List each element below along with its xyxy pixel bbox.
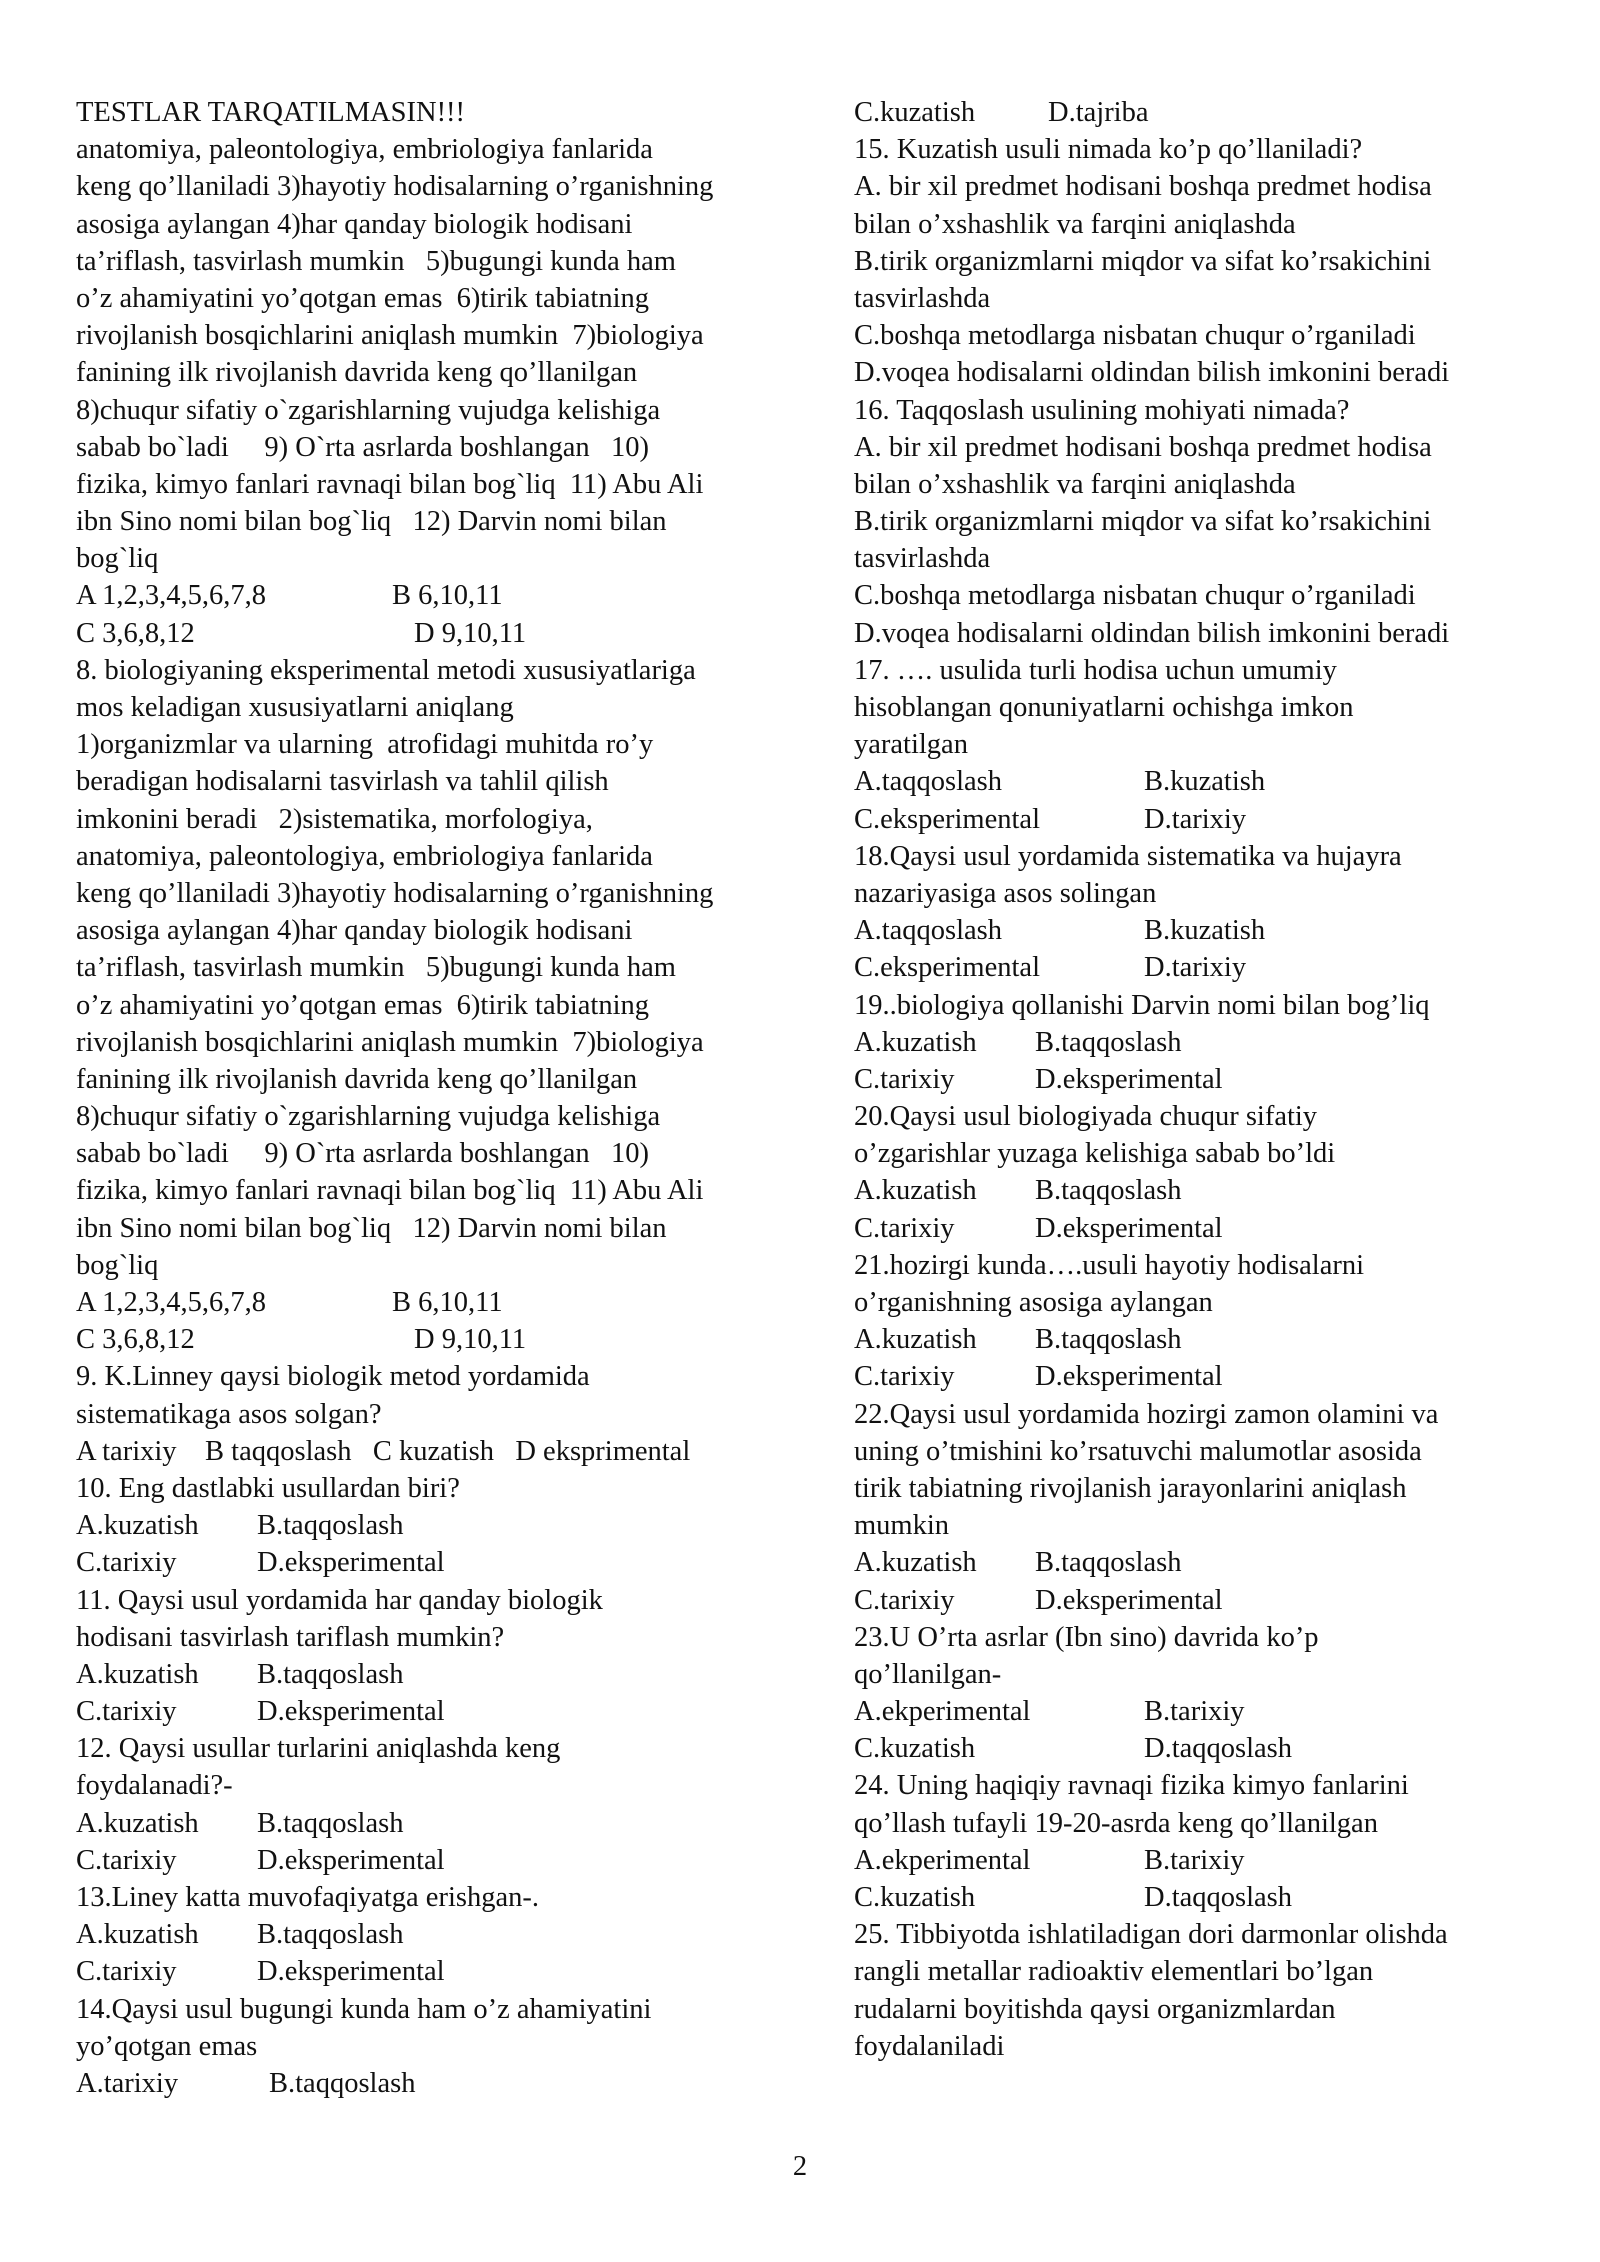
text-line: o’zgarishlar yuzaga kelishiga sabab bo’ldi bbox=[854, 1138, 1336, 1170]
option-second: D 9,10,11 bbox=[414, 1324, 527, 1356]
option-second: B.taqqoslash bbox=[257, 1919, 404, 1951]
text-line: B.tirik organizmlarni miqdor va sifat ko’rsakichini bbox=[854, 506, 1432, 538]
option-first: C 3,6,8,12 bbox=[76, 1324, 195, 1356]
option-second: D.taqqoslash bbox=[1144, 1882, 1293, 1913]
text-line: 13.Liney katta muvofaqiyatga erishgan-. bbox=[76, 1882, 539, 1913]
text-line: nazariyasiga asos solingan bbox=[854, 877, 1157, 909]
text-line: imkonini beradi 2)sistematika, morfologiya, bbox=[76, 803, 593, 835]
answer-options-line bbox=[76, 577, 816, 614]
left-column bbox=[76, 94, 816, 2102]
option-first: A.kuzatish bbox=[854, 1026, 977, 1058]
answer-options-line bbox=[76, 1916, 816, 1953]
text-line: fanining ilk rivojlanish davrida keng qo’llanilgan bbox=[76, 1063, 638, 1095]
option-second: B 6,10,11 bbox=[392, 1287, 503, 1318]
option-second: D.eksperimental bbox=[257, 1956, 445, 1988]
text-line: 21.hozirgi kunda….usuli hayotiy hodisalarni bbox=[854, 1249, 1365, 1281]
text-line: 8)chuqur sifatiy o`zgarishlarning vujudga kelishiga bbox=[76, 394, 661, 426]
answer-options-line bbox=[854, 801, 1554, 838]
answer-options-line bbox=[76, 1656, 816, 1693]
text-line: 14.Qaysi usul bugungi kunda ham o’z ahamiyatini bbox=[76, 1993, 652, 2025]
option-first: C.kuzatish bbox=[854, 1733, 976, 1765]
text-line: yo’qotgan emas bbox=[76, 2030, 258, 2062]
answer-options-line bbox=[76, 1842, 816, 1879]
option-second: D.eksperimental bbox=[1035, 1063, 1223, 1095]
option-first: A.ekperimental bbox=[854, 1844, 1031, 1876]
text-line: fanining ilk rivojlanish davrida keng qo’llanilgan bbox=[76, 357, 638, 389]
text-line: bog`liq bbox=[76, 1249, 159, 1281]
page-number: 2 bbox=[792, 2151, 808, 2182]
text-line: rivojlanish bosqichlarini aniqlash mumkin 7)biologiya bbox=[76, 1026, 704, 1058]
text-line: keng qo’llaniladi 3)hayotiy hodisalarning o’rganishning bbox=[76, 171, 714, 203]
text-line: mumkin bbox=[854, 1510, 950, 1542]
answer-options-line bbox=[76, 2065, 816, 2102]
answer-options-line bbox=[76, 1507, 816, 1544]
option-first: C.tarixiy bbox=[76, 1844, 177, 1876]
option-first: C.tarixiy bbox=[854, 1063, 955, 1095]
answer-options-line bbox=[854, 1693, 1554, 1730]
text-line: ta’riflash, tasvirlash mumkin 5)bugungi kunda ham bbox=[76, 245, 676, 277]
answer-options-line bbox=[854, 1172, 1554, 1209]
option-first: C.tarixiy bbox=[76, 1547, 177, 1579]
text-line: beradigan hodisalarni tasvirlash va tahlil qilish bbox=[76, 766, 609, 798]
text-line: tasvirlashda bbox=[854, 543, 991, 575]
answer-options-line bbox=[854, 1358, 1554, 1395]
text-line: 10. Eng dastlabki usullardan biri? bbox=[76, 1472, 460, 1504]
option-first: C.tarixiy bbox=[76, 1696, 177, 1728]
option-second: D 9,10,11 bbox=[414, 617, 527, 649]
text-line: 9. K.Linney qaysi biologik metod yordamida bbox=[76, 1361, 590, 1393]
option-first: A.kuzatish bbox=[854, 1175, 977, 1207]
text-line: fizika, kimyo fanlari ravnaqi bilan bog`liq 11) Abu Ali bbox=[76, 468, 704, 500]
option-second: B.taqqoslash bbox=[1035, 1324, 1182, 1356]
answer-options-line bbox=[854, 1879, 1554, 1916]
option-first: C.tarixiy bbox=[854, 1584, 955, 1616]
text-line: 22.Qaysi usul yordamida hozirgi zamon olamini va bbox=[854, 1398, 1439, 1430]
option-second: B.taqqoslash bbox=[257, 1658, 404, 1690]
option-second: B.taqqoslash bbox=[1035, 1547, 1182, 1579]
text-line: rudalarni boyitishda qaysi organizmlardan bbox=[854, 1993, 1336, 2025]
option-second: B.tarixiy bbox=[1144, 1696, 1245, 1728]
text-line: 23.U O’rta asrlar (Ibn sino) davrida ko’p bbox=[854, 1621, 1319, 1653]
option-first: A.taqqoslash bbox=[854, 915, 1003, 947]
option-first: C.kuzatish bbox=[854, 97, 976, 128]
text-line: hodisani tasvirlash tariflash mumkin? bbox=[76, 1621, 505, 1653]
text-line: sabab bo`ladi 9) O`rta asrlarda boshlangan 10) bbox=[76, 1138, 649, 1170]
option-first: A.kuzatish bbox=[76, 1807, 199, 1839]
option-second: B 6,10,11 bbox=[392, 580, 503, 612]
option-second: B.taqqoslash bbox=[1035, 1026, 1182, 1058]
text-line: asosiga aylangan 4)har qanday biologik hodisani bbox=[76, 915, 633, 947]
option-second: B.taqqoslash bbox=[269, 2067, 416, 2099]
text-line: A tarixiy B taqqoslash C kuzatish D eksprimental bbox=[76, 1435, 691, 1467]
answer-options-line bbox=[76, 1284, 816, 1321]
text-line: tirik tabiatning rivojlanish jarayonlarini aniqlash bbox=[854, 1472, 1407, 1504]
option-first: A.kuzatish bbox=[76, 1510, 199, 1542]
text-line: bilan o’xshashlik va farqini aniqlashda bbox=[854, 208, 1296, 240]
option-second: D.taqqoslash bbox=[1144, 1733, 1293, 1765]
text-line: o’z ahamiyatini yo’qotgan emas 6)tirik tabiatning bbox=[76, 989, 650, 1021]
option-second: B.taqqoslash bbox=[1035, 1175, 1182, 1207]
text-line: sistematikaga asos solgan? bbox=[76, 1398, 382, 1430]
option-second: B.kuzatish bbox=[1144, 915, 1266, 947]
answer-options-line bbox=[76, 1321, 816, 1358]
text-line: B.tirik organizmlarni miqdor va sifat ko’rsakichini bbox=[854, 245, 1432, 277]
option-second: D.tajriba bbox=[1048, 97, 1149, 128]
text-line: 1)organizmlar va ularning atrofidagi muhitda ro’y bbox=[76, 729, 654, 761]
text-line: 12. Qaysi usullar turlarini aniqlashda keng bbox=[76, 1733, 561, 1765]
option-second: D.eksperimental bbox=[1035, 1584, 1223, 1616]
option-second: B.tarixiy bbox=[1144, 1844, 1245, 1876]
option-first: A.ekperimental bbox=[854, 1696, 1031, 1728]
answer-options-line bbox=[854, 912, 1554, 949]
text-line: D.voqea hodisalarni oldindan bilish imkonini beradi bbox=[854, 357, 1450, 389]
text-line: ibn Sino nomi bilan bog`liq 12) Darvin nomi bilan bbox=[76, 506, 667, 538]
option-second: D.eksperimental bbox=[1035, 1212, 1223, 1244]
text-line: A. bir xil predmet hodisani boshqa predmet hodisa bbox=[854, 171, 1432, 203]
option-first: A.kuzatish bbox=[76, 1919, 199, 1951]
option-first: C.tarixiy bbox=[76, 1956, 177, 1988]
text-line: foydalanadi?- bbox=[76, 1770, 233, 1802]
answer-options-line bbox=[854, 763, 1554, 800]
option-second: B.taqqoslash bbox=[257, 1807, 404, 1839]
text-line: mos keladigan xususiyatlarni aniqlang bbox=[76, 692, 514, 723]
answer-options-line bbox=[854, 1061, 1554, 1098]
text-line: sabab bo`ladi 9) O`rta asrlarda boshlangan 10) bbox=[76, 431, 649, 463]
text-line: 17. …. usulida turli hodisa uchun umumiy bbox=[854, 654, 1337, 686]
option-first: A.tarixiy bbox=[76, 2067, 179, 2099]
option-first: C.eksperimental bbox=[854, 803, 1040, 835]
answer-options-line bbox=[76, 1693, 816, 1730]
option-second: D.tarixiy bbox=[1144, 952, 1247, 984]
text-line: A. bir xil predmet hodisani boshqa predmet hodisa bbox=[854, 431, 1432, 463]
option-first: C 3,6,8,12 bbox=[76, 617, 195, 649]
option-first: A.kuzatish bbox=[854, 1547, 977, 1579]
text-line: anatomiya, paleontologiya, embriologiya fanlarida bbox=[76, 840, 653, 872]
text-line: 11. Qaysi usul yordamida har qanday biologik bbox=[76, 1584, 603, 1616]
text-line: keng qo’llaniladi 3)hayotiy hodisalarning o’rganishning bbox=[76, 877, 714, 909]
text-line: hisoblangan qonuniyatlarni ochishga imkon bbox=[854, 692, 1354, 723]
option-first: A 1,2,3,4,5,6,7,8 bbox=[76, 580, 267, 612]
option-first: A 1,2,3,4,5,6,7,8 bbox=[76, 1287, 267, 1318]
option-second: B.kuzatish bbox=[1144, 766, 1266, 798]
option-second: D.tarixiy bbox=[1144, 803, 1247, 835]
answer-options-line bbox=[854, 1024, 1554, 1061]
option-second: D.eksperimental bbox=[257, 1547, 445, 1579]
text-line: 25. Tibbiyotda ishlatiladigan dori darmonlar olishda bbox=[854, 1919, 1448, 1951]
answer-options-line bbox=[854, 1842, 1554, 1879]
text-line: 20.Qaysi usul biologiyada chuqur sifatiy bbox=[854, 1101, 1318, 1133]
text-line: 18.Qaysi usul yordamida sistematika va hujayra bbox=[854, 840, 1402, 872]
text-line: uning o’tmishini ko’rsatuvchi malumotlar asosida bbox=[854, 1435, 1422, 1467]
option-first: C.tarixiy bbox=[854, 1212, 955, 1244]
option-first: A.kuzatish bbox=[76, 1658, 199, 1690]
text-line: o’rganishning asosiga aylangan bbox=[854, 1287, 1213, 1318]
text-line: asosiga aylangan 4)har qanday biologik hodisani bbox=[76, 208, 633, 240]
text-line: 8)chuqur sifatiy o`zgarishlarning vujudga kelishiga bbox=[76, 1101, 661, 1133]
right-column bbox=[854, 94, 1554, 2065]
answer-options-line bbox=[854, 1321, 1554, 1358]
option-first: A.taqqoslash bbox=[854, 766, 1003, 798]
option-second: D.eksperimental bbox=[257, 1844, 445, 1876]
text-line: D.voqea hodisalarni oldindan bilish imkonini beradi bbox=[854, 617, 1450, 649]
option-second: D.eksperimental bbox=[1035, 1361, 1223, 1393]
text-line: rivojlanish bosqichlarini aniqlash mumkin 7)biologiya bbox=[76, 320, 704, 352]
text-line: yaratilgan bbox=[854, 729, 968, 761]
text-line: o’z ahamiyatini yo’qotgan emas 6)tirik tabiatning bbox=[76, 282, 650, 314]
text-line: bog`liq bbox=[76, 543, 159, 575]
text-line: bilan o’xshashlik va farqini aniqlashda bbox=[854, 468, 1296, 500]
text-line: anatomiya, paleontologiya, embriologiya fanlarida bbox=[76, 134, 653, 166]
text-line: qo’llash tufayli 19-20-asrda keng qo’llanilgan bbox=[854, 1807, 1378, 1839]
text-line: foydalaniladi bbox=[854, 2030, 1005, 2062]
option-second: D.eksperimental bbox=[257, 1696, 445, 1728]
text-line: fizika, kimyo fanlari ravnaqi bilan bog`liq 11) Abu Ali bbox=[76, 1175, 704, 1207]
text-line: ta’riflash, tasvirlash mumkin 5)bugungi kunda ham bbox=[76, 952, 676, 984]
text-line: C.boshqa metodlarga nisbatan chuqur o’rganiladi bbox=[854, 580, 1416, 612]
text-line: C.boshqa metodlarga nisbatan chuqur o’rganiladi bbox=[854, 320, 1416, 352]
option-second: B.taqqoslash bbox=[257, 1510, 404, 1542]
option-first: C.tarixiy bbox=[854, 1361, 955, 1393]
text-line: ibn Sino nomi bilan bog`liq 12) Darvin nomi bilan bbox=[76, 1212, 667, 1244]
answer-options-line bbox=[854, 1544, 1554, 1581]
answer-options-line bbox=[76, 1953, 816, 1990]
answer-options-line bbox=[854, 1730, 1554, 1767]
text-line: 24. Uning haqiqiy ravnaqi fizika kimyo fanlarini bbox=[854, 1770, 1409, 1802]
text-line: 16. Taqqoslash usulining mohiyati nimada? bbox=[854, 394, 1350, 426]
answer-options-line bbox=[854, 949, 1554, 986]
text-line: TESTLAR TARQATILMASIN!!! bbox=[76, 97, 466, 128]
text-line: tasvirlashda bbox=[854, 282, 991, 314]
option-first: C.kuzatish bbox=[854, 1882, 976, 1913]
text-line: 8. biologiyaning eksperimental metodi xususiyatlariga bbox=[76, 654, 696, 686]
answer-options-line bbox=[76, 1805, 816, 1842]
text-line: 19..biologiya qollanishi Darvin nomi bilan bog’liq bbox=[854, 989, 1430, 1021]
text-line: qo’llanilgan- bbox=[854, 1658, 1002, 1690]
text-line: rangli metallar radioaktiv elementlari bo’lgan bbox=[854, 1956, 1374, 1988]
answer-options-line bbox=[76, 1544, 816, 1581]
option-first: A.kuzatish bbox=[854, 1324, 977, 1356]
text-line: 15. Kuzatish usuli nimada ko’p qo’llaniladi? bbox=[854, 134, 1363, 166]
answer-options-line bbox=[854, 94, 1554, 131]
answer-options-line bbox=[854, 1210, 1554, 1247]
answer-options-line bbox=[854, 1582, 1554, 1619]
option-first: C.eksperimental bbox=[854, 952, 1040, 984]
answer-options-line bbox=[76, 615, 816, 652]
